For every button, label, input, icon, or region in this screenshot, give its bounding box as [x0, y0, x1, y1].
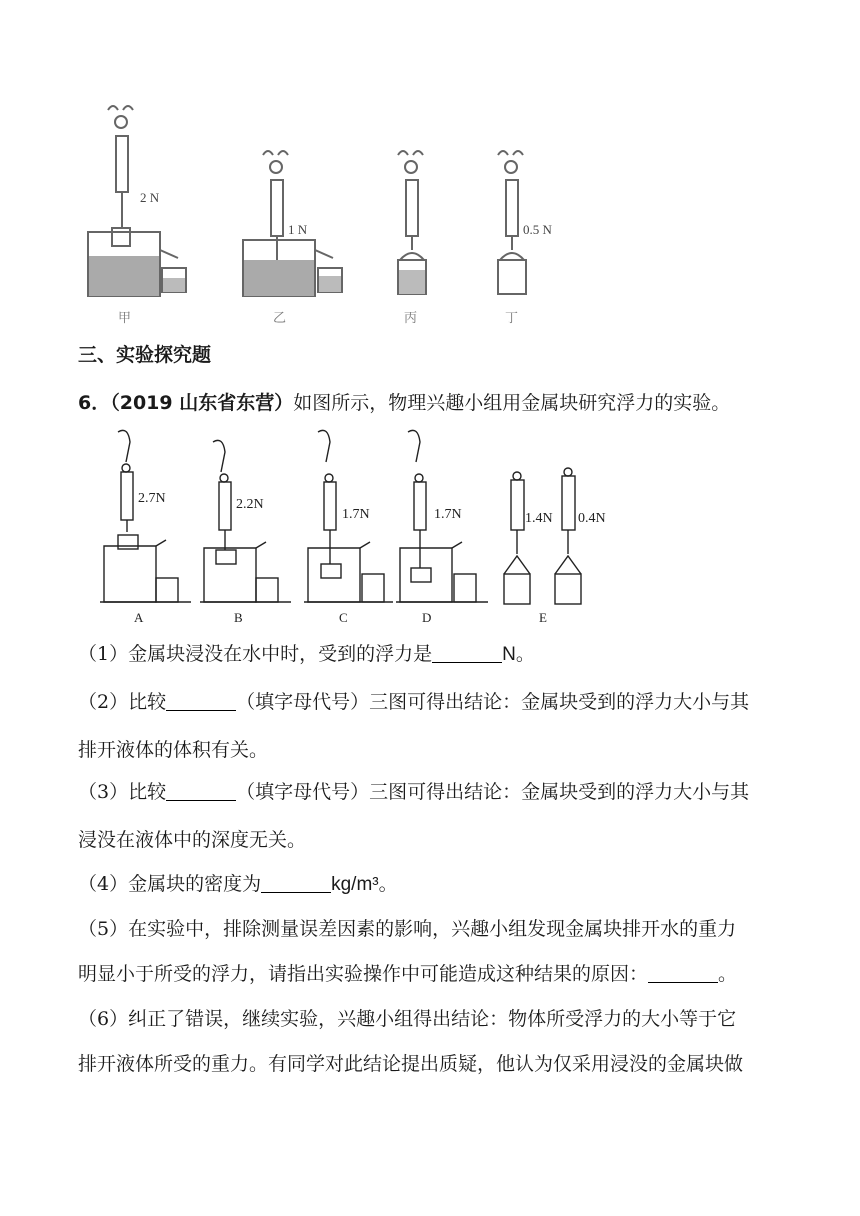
label-d: D — [422, 610, 432, 625]
part-4 — [78, 870, 398, 899]
answer-blank-5[interactable] — [648, 962, 718, 983]
section-title: 三、实验探究题 — [78, 344, 212, 366]
question-number: 6． — [78, 392, 111, 414]
reading-jia: 2 N — [140, 190, 160, 205]
caption-jia: 甲 — [118, 310, 132, 325]
part-3-cont: 浸没在液体中的深度无关。 — [78, 829, 307, 851]
label-e: E — [539, 610, 547, 625]
part-5-cont — [78, 960, 737, 988]
answer-blank-1[interactable] — [432, 642, 502, 663]
part-2-text-b: （填字母代号）三图可得出结论：金属块受到的浮力大小与其 — [236, 691, 750, 713]
apparatus-yi — [243, 151, 342, 325]
part-5-end: 。 — [718, 963, 738, 985]
apparatus-d — [400, 430, 476, 625]
part-2-text: （2）比较 — [78, 691, 167, 713]
label-a: A — [134, 610, 144, 625]
part-3 — [78, 778, 749, 806]
part-3-text-b: （填字母代号）三图可得出结论：金属块受到的浮力大小与其 — [236, 781, 750, 803]
reading-b: 2.2N — [236, 497, 264, 512]
figure-top — [78, 100, 598, 330]
part-6-cont: 排开液体所受的重力。有同学对此结论提出质疑，他认为仅采用浸没的金属块做 — [78, 1053, 744, 1075]
label-c: C — [339, 610, 348, 625]
apparatus-bing — [398, 151, 426, 325]
apparatus-ding — [498, 151, 553, 325]
part-6: （6）纠正了错误，继续实验，兴趣小组得出结论：物体所受浮力的大小等于它 — [78, 1008, 737, 1030]
part-2 — [78, 688, 749, 716]
reading-e2: 0.4N — [578, 511, 606, 526]
label-b: B — [234, 610, 243, 625]
part-3-text: （3）比较 — [78, 781, 167, 803]
question-stem: 如图所示，物理兴趣小组用金属块研究浮力的实验。 — [293, 392, 731, 414]
caption-ding: 丁 — [505, 310, 519, 325]
caption-yi: 乙 — [273, 310, 287, 325]
reading-d: 1.7N — [434, 507, 462, 522]
part-5-text-b: 明显小于所受的浮力，请指出实验操作中可能造成这种结果的原因： — [78, 963, 649, 985]
part-5: （5）在实验中，排除测量误差因素的影响，兴趣小组发现金属块排开水的重力 — [78, 918, 737, 940]
answer-blank-3[interactable] — [166, 780, 236, 801]
apparatus-b — [204, 440, 278, 625]
apparatus-c — [308, 430, 384, 625]
apparatus-a — [104, 430, 178, 625]
reading-a: 2.7N — [138, 491, 166, 506]
reading-yi: 1 N — [288, 222, 308, 237]
answer-blank-2[interactable] — [166, 690, 236, 711]
reading-ding: 0.5 N — [523, 222, 552, 237]
part-2-cont: 排开液体的体积有关。 — [78, 739, 269, 761]
apparatus-e — [504, 468, 606, 625]
reading-c: 1.7N — [342, 507, 370, 522]
part-4-text: （4）金属块的密度为 — [78, 873, 262, 895]
question-source: （2019 山东省东营） — [110, 392, 294, 414]
part-1-unit: N。 — [502, 644, 535, 665]
part-4-unit: kg/m³。 — [331, 874, 398, 895]
question-6-header — [78, 389, 730, 417]
part-1-text: （1）金属块浸没在水中时，受到的浮力是 — [78, 643, 433, 665]
caption-bing: 丙 — [404, 310, 418, 325]
reading-e1: 1.4N — [525, 511, 553, 526]
figure-experiment — [96, 422, 636, 632]
apparatus-jia — [88, 106, 186, 325]
part-1 — [78, 640, 535, 669]
answer-blank-4[interactable] — [261, 872, 331, 893]
